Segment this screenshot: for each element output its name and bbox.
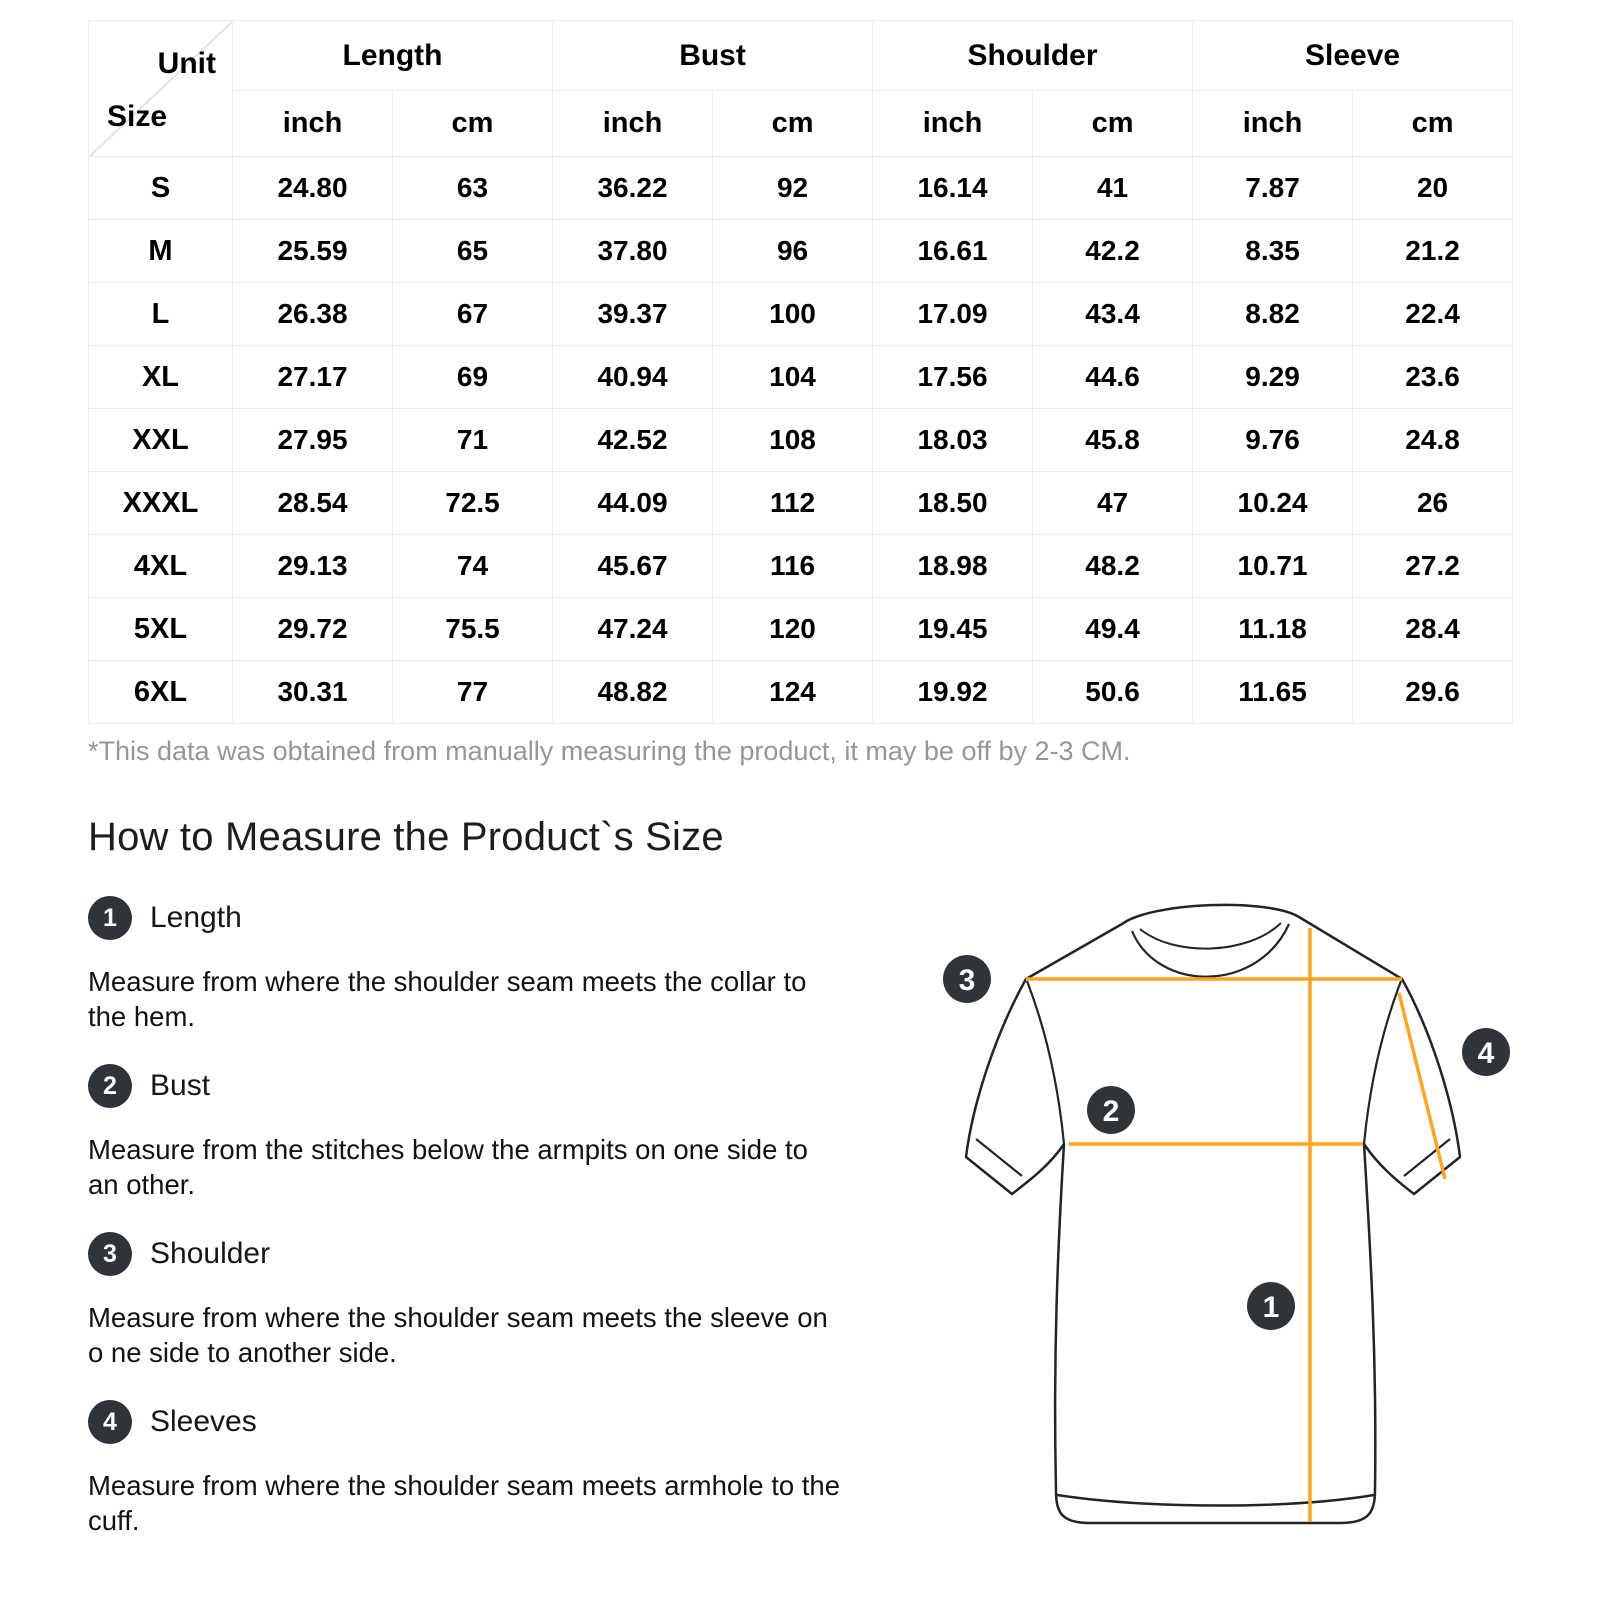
measurement-cell: 42.2 — [1033, 220, 1193, 283]
measurement-cell: 28.54 — [233, 472, 393, 535]
unit-header: inch — [553, 91, 713, 157]
measurement-cell: 40.94 — [553, 346, 713, 409]
measurement-cell: 16.14 — [873, 157, 1033, 220]
size-label: M — [89, 220, 233, 283]
measurement-cell: 29.6 — [1353, 661, 1513, 724]
table-row — [89, 283, 1513, 346]
tshirt-measure-diagram — [900, 873, 1600, 1578]
corner-size-label: Size — [107, 100, 168, 133]
table-footnote: *This data was obtained from manually measuring the product, it may be off by 2-3 CM. — [88, 736, 1131, 766]
measurement-cell: 7.87 — [1193, 157, 1353, 220]
marker-4-number: 4 — [1477, 1037, 1495, 1070]
marker-1 — [1247, 1282, 1295, 1330]
measurement-cell: 47 — [1033, 472, 1193, 535]
measurement-cell: 92 — [713, 157, 873, 220]
measurement-cell: 96 — [713, 220, 873, 283]
measure-item-bust — [88, 1064, 860, 1108]
measurement-cell: 42.52 — [553, 409, 713, 472]
measurement-cell: 44.09 — [553, 472, 713, 535]
measurement-cell: 23.6 — [1353, 346, 1513, 409]
measurement-cell: 26 — [1353, 472, 1513, 535]
marker-2-number: 2 — [1102, 1095, 1120, 1128]
measurement-cell: 67 — [393, 283, 553, 346]
measurement-cell: 44.6 — [1033, 346, 1193, 409]
measurement-cell: 26.38 — [233, 283, 393, 346]
measurement-cell: 45.8 — [1033, 409, 1193, 472]
measurement-cell: 69 — [393, 346, 553, 409]
measure-item-description: Measure from where the shoulder seam meets armhole to the cuff. — [88, 1470, 841, 1536]
table-row — [89, 346, 1513, 409]
group-header-sleeve: Sleeve — [1193, 21, 1513, 91]
marker-2 — [1087, 1086, 1135, 1134]
measurement-cell: 41 — [1033, 157, 1193, 220]
measurement-cell: 45.67 — [553, 535, 713, 598]
measurement-cell: 19.92 — [873, 661, 1033, 724]
size-label: XXXL — [89, 472, 233, 535]
tshirt-diagram-svg — [900, 873, 1600, 1573]
unit-header: inch — [233, 91, 393, 157]
measure-item-description: Measure from where the shoulder seam meets the collar to the hem. — [88, 966, 807, 1032]
unit-header: cm — [393, 91, 553, 157]
measurement-cell: 22.4 — [1353, 283, 1513, 346]
measurement-cell: 8.35 — [1193, 220, 1353, 283]
measure-item-description: Measure from the stitches below the armpits on one side to an other. — [88, 1134, 808, 1200]
how-to-measure-section — [88, 896, 1600, 1578]
measurement-cell: 37.80 — [553, 220, 713, 283]
table-row — [89, 661, 1513, 724]
measurement-cell: 48.82 — [553, 661, 713, 724]
measurement-cell: 27.17 — [233, 346, 393, 409]
corner-unit-label: Unit — [157, 47, 216, 80]
step-3-badge: 3 — [88, 1232, 132, 1276]
measurement-cell: 63 — [393, 157, 553, 220]
measurement-cell: 72.5 — [393, 472, 553, 535]
measurement-cell: 18.50 — [873, 472, 1033, 535]
measurement-cell: 19.45 — [873, 598, 1033, 661]
unit-header: cm — [713, 91, 873, 157]
table-row — [89, 535, 1513, 598]
measurement-cell: 48.2 — [1033, 535, 1193, 598]
step-4-badge: 4 — [88, 1400, 132, 1444]
measure-instructions — [88, 896, 860, 1568]
table-row — [89, 472, 1513, 535]
measurement-cell: 9.29 — [1193, 346, 1353, 409]
measure-item-description: Measure from where the shoulder seam meets the sleeve on o ne side to another side. — [88, 1302, 828, 1368]
how-to-measure-title: How to Measure the Product`s Size — [88, 815, 724, 859]
size-label: XXL — [89, 409, 233, 472]
measurement-cell: 29.13 — [233, 535, 393, 598]
measure-item-label: Sleeves — [150, 1405, 257, 1438]
measurement-cell: 11.18 — [1193, 598, 1353, 661]
measure-item-label: Length — [150, 901, 242, 934]
measurement-cell: 16.61 — [873, 220, 1033, 283]
measurement-cell: 124 — [713, 661, 873, 724]
measure-item-label: Bust — [150, 1069, 211, 1102]
measure-item-label: Shoulder — [150, 1237, 271, 1270]
table-row — [89, 409, 1513, 472]
measurement-cell: 77 — [393, 661, 553, 724]
measurement-cell: 74 — [393, 535, 553, 598]
measurement-cell: 17.09 — [873, 283, 1033, 346]
measurement-cell: 49.4 — [1033, 598, 1193, 661]
marker-3-number: 3 — [958, 964, 976, 997]
measurement-cell: 20 — [1353, 157, 1513, 220]
measurement-cell: 9.76 — [1193, 409, 1353, 472]
measure-item-shoulder — [88, 1232, 860, 1276]
measurement-cell: 25.59 — [233, 220, 393, 283]
measurement-cell: 71 — [393, 409, 553, 472]
unit-header: cm — [1033, 91, 1193, 157]
measurement-cell: 43.4 — [1033, 283, 1193, 346]
measurement-cell: 47.24 — [553, 598, 713, 661]
step-2-badge: 2 — [88, 1064, 132, 1108]
group-header-shoulder: Shoulder — [873, 21, 1193, 91]
measurement-cell: 18.98 — [873, 535, 1033, 598]
measurement-cell: 10.24 — [1193, 472, 1353, 535]
table-row — [89, 157, 1513, 220]
table-row — [89, 598, 1513, 661]
measurement-cell: 10.71 — [1193, 535, 1353, 598]
group-header-length: Length — [233, 21, 553, 91]
tshirt-silhouette — [966, 905, 1460, 1523]
measurement-cell: 36.22 — [553, 157, 713, 220]
table-unit-header-row — [89, 91, 1513, 157]
group-header-bust: Bust — [553, 21, 873, 91]
measurement-cell: 27.95 — [233, 409, 393, 472]
marker-1-number: 1 — [1262, 1291, 1280, 1324]
size-label: XL — [89, 346, 233, 409]
measurement-cell: 17.56 — [873, 346, 1033, 409]
measurement-cell: 108 — [713, 409, 873, 472]
size-label: 4XL — [89, 535, 233, 598]
measure-item-length — [88, 896, 860, 940]
measurement-cell: 30.31 — [233, 661, 393, 724]
measurement-cell: 120 — [713, 598, 873, 661]
measurement-cell: 27.2 — [1353, 535, 1513, 598]
measurement-cell: 28.4 — [1353, 598, 1513, 661]
unit-header: inch — [1193, 91, 1353, 157]
measurement-cell: 104 — [713, 346, 873, 409]
size-table — [88, 20, 1513, 724]
measurement-cell: 65 — [393, 220, 553, 283]
marker-4 — [1462, 1028, 1510, 1076]
marker-3 — [943, 955, 991, 1003]
measurement-cell: 18.03 — [873, 409, 1033, 472]
measurement-cell: 75.5 — [393, 598, 553, 661]
measurement-cell: 100 — [713, 283, 873, 346]
table-row — [89, 220, 1513, 283]
measurement-cell: 39.37 — [553, 283, 713, 346]
measure-item-sleeves — [88, 1400, 860, 1444]
measurement-cell: 8.82 — [1193, 283, 1353, 346]
unit-header: inch — [873, 91, 1033, 157]
measurement-cell: 24.8 — [1353, 409, 1513, 472]
measurement-cell: 112 — [713, 472, 873, 535]
size-label: 5XL — [89, 598, 233, 661]
size-label: S — [89, 157, 233, 220]
measurement-cell: 29.72 — [233, 598, 393, 661]
measurement-cell: 11.65 — [1193, 661, 1353, 724]
step-1-badge: 1 — [88, 896, 132, 940]
table-group-header-row — [89, 21, 1513, 91]
measurement-cell: 21.2 — [1353, 220, 1513, 283]
size-label: 6XL — [89, 661, 233, 724]
measurement-cell: 24.80 — [233, 157, 393, 220]
measurement-cell: 116 — [713, 535, 873, 598]
unit-size-corner-cell — [89, 21, 233, 157]
measurement-cell: 50.6 — [1033, 661, 1193, 724]
unit-header: cm — [1353, 91, 1513, 157]
size-label: L — [89, 283, 233, 346]
